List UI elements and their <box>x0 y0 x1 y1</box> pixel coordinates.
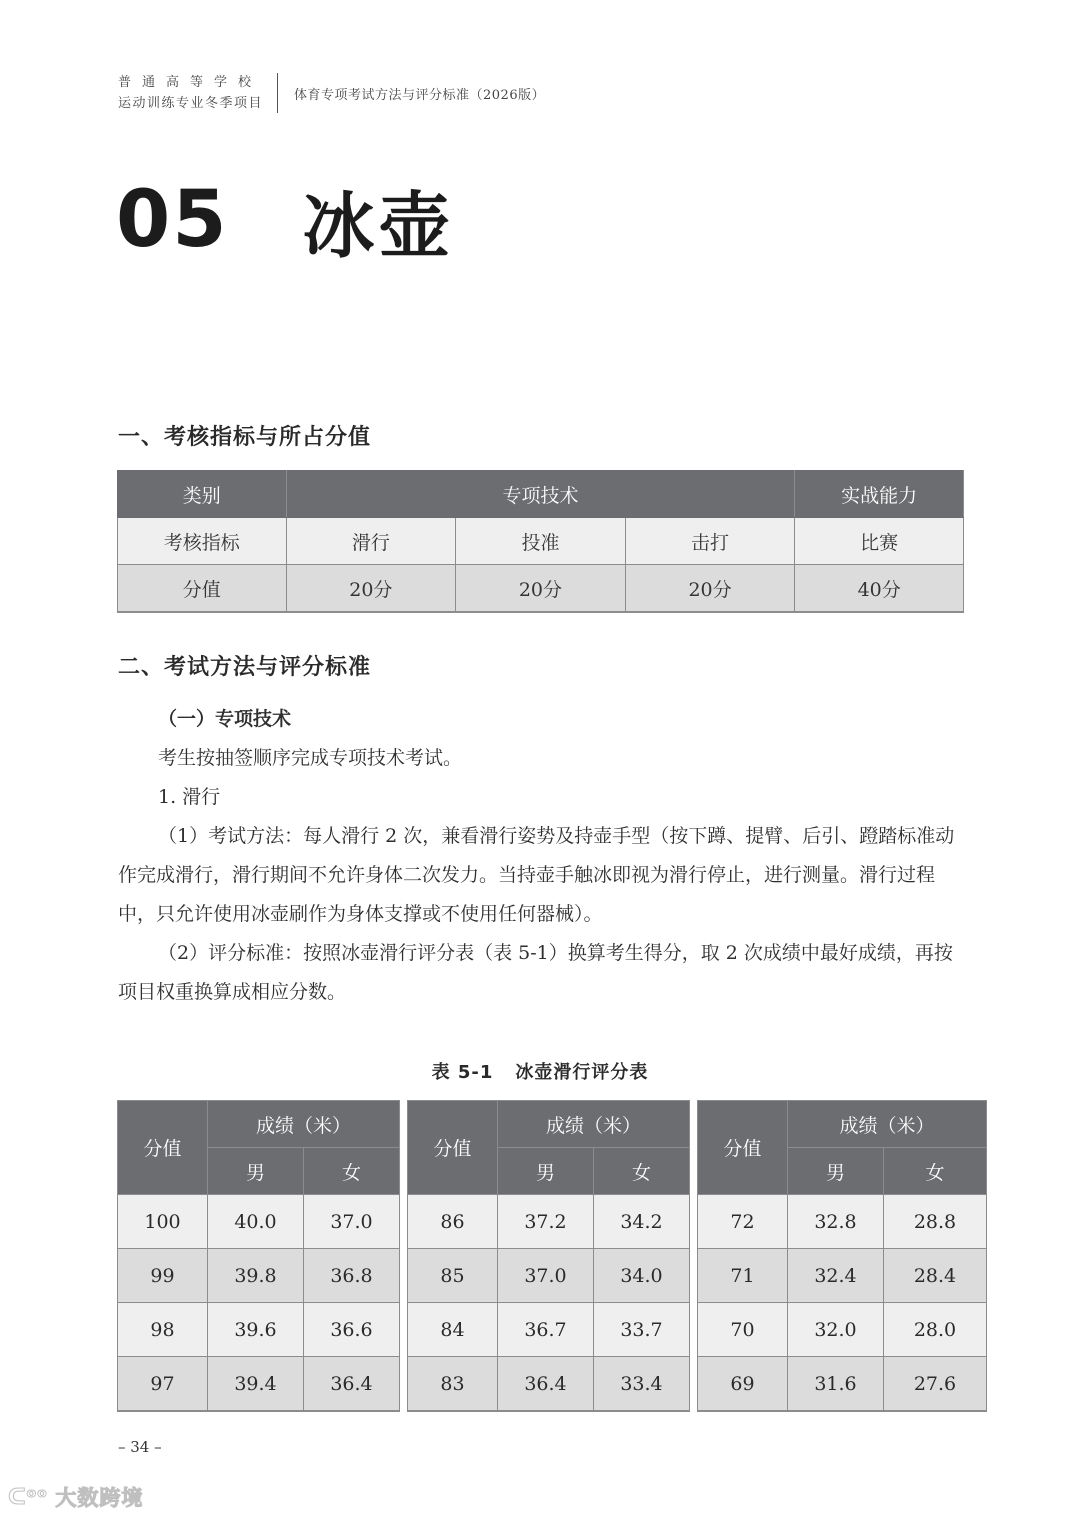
chapter-number: 05 <box>116 175 229 265</box>
section-heading-indicators: 一、考核指标与所占分值 <box>118 424 372 450</box>
paragraph-method: （1）考试方法：每人滑行 2 次，兼看滑行姿势及持壶手型（按下蹲、提臂、后引、蹬踏标准动作完成滑行，滑行期间不允许身体二次发力。当持壶手触冰即视为滑行停止，进行测量。滑行过程中，只允许使用冰壶刷作为身体支撑或不使用任何器械）。 <box>118 825 955 925</box>
cell: 20分 <box>456 565 626 613</box>
table-caption-title: 冰壶滑行评分表 <box>515 1062 649 1083</box>
header-female: 女 <box>884 1148 987 1195</box>
score-table-block-2 <box>407 1100 690 1412</box>
cell-male: 31.6 <box>788 1357 884 1412</box>
cell-female: 33.7 <box>594 1303 690 1357</box>
sub-heading-technique: （一）专项技术 <box>158 708 292 730</box>
cell-female: 34.2 <box>594 1195 690 1249</box>
cell-male: 39.6 <box>208 1303 304 1357</box>
indicator-table <box>117 470 964 613</box>
cell-male: 32.0 <box>788 1303 884 1357</box>
cell-female: 33.4 <box>594 1357 690 1412</box>
cell-score: 98 <box>118 1303 208 1357</box>
table-row <box>118 1357 400 1412</box>
cell-score: 84 <box>408 1303 498 1357</box>
cell-male: 37.2 <box>498 1195 594 1249</box>
cell: 滑行 <box>286 518 456 565</box>
table-row <box>118 1195 400 1249</box>
score-table-block-1 <box>117 1100 400 1412</box>
cell: 20分 <box>625 565 795 613</box>
cell: 40分 <box>795 565 964 613</box>
paragraph-scoring: （2）评分标准：按照冰壶滑行评分表（表 5-1）换算考生得分，取 2 次成绩中最好成绩，再按项目权重换算成相应分数。 <box>118 942 953 1003</box>
cell-male: 37.0 <box>498 1249 594 1303</box>
cell-male: 32.4 <box>788 1249 884 1303</box>
table-row <box>408 1357 690 1412</box>
header-female: 女 <box>304 1148 400 1195</box>
header-technique: 专项技术 <box>286 471 795 518</box>
header-male: 男 <box>788 1148 884 1195</box>
header-result: 成绩（米） <box>788 1101 987 1148</box>
body-text <box>118 700 964 1012</box>
cell-score: 97 <box>118 1357 208 1412</box>
running-header-left <box>118 72 263 114</box>
cell-female: 28.0 <box>884 1303 987 1357</box>
cell: 比赛 <box>795 518 964 565</box>
cell-female: 28.8 <box>884 1195 987 1249</box>
cell-score: 99 <box>118 1249 208 1303</box>
cell-female: 27.6 <box>884 1357 987 1412</box>
cell-male: 32.8 <box>788 1195 884 1249</box>
table-row <box>698 1357 987 1412</box>
header-result: 成绩（米） <box>208 1101 400 1148</box>
watermark <box>8 1482 143 1512</box>
cell-score: 83 <box>408 1357 498 1412</box>
watermark-text: 大数跨境 <box>55 1486 144 1510</box>
header-score: 分值 <box>118 1101 208 1195</box>
running-header <box>118 72 545 114</box>
cell-score: 85 <box>408 1249 498 1303</box>
cell-score: 100 <box>118 1195 208 1249</box>
table-row <box>408 1249 690 1303</box>
page-number: – 34 – <box>118 1438 162 1456</box>
header-result: 成绩（米） <box>498 1101 690 1148</box>
table-row <box>118 1303 400 1357</box>
header-female: 女 <box>594 1148 690 1195</box>
header-score: 分值 <box>408 1101 498 1195</box>
program-line: 运动训练专业冬季项目 <box>118 96 264 111</box>
table-row <box>698 1195 987 1249</box>
cell-score: 72 <box>698 1195 788 1249</box>
cell-score: 69 <box>698 1357 788 1412</box>
cell-female: 28.4 <box>884 1249 987 1303</box>
cell-male: 36.7 <box>498 1303 594 1357</box>
header-combat: 实战能力 <box>795 471 964 518</box>
cell-male: 40.0 <box>208 1195 304 1249</box>
header-male: 男 <box>498 1148 594 1195</box>
cell: 击打 <box>625 518 795 565</box>
table-row <box>118 1249 400 1303</box>
score-table-block-3 <box>697 1100 987 1412</box>
cell-score: 70 <box>698 1303 788 1357</box>
cell-male: 39.4 <box>208 1357 304 1412</box>
cell-female: 37.0 <box>304 1195 400 1249</box>
cell: 投准 <box>456 518 626 565</box>
cell-female: 36.4 <box>304 1357 400 1412</box>
cell-female: 36.6 <box>304 1303 400 1357</box>
header-male: 男 <box>208 1148 304 1195</box>
cell-female: 36.8 <box>304 1249 400 1303</box>
score-tables <box>117 1100 987 1412</box>
institution-line: 普通高等学校 <box>118 75 263 90</box>
watermark-logo-icon: ᑕᵒᵒ <box>8 1484 48 1510</box>
document-title: 体育专项考试方法与评分标准（2026版） <box>294 87 546 103</box>
indicator-row <box>118 518 964 565</box>
table-caption-number: 表 5-1 <box>431 1062 494 1083</box>
cell: 分值 <box>118 565 287 613</box>
chapter-name: 冰壶 <box>302 184 455 268</box>
table-row <box>408 1195 690 1249</box>
indicator-table-header <box>118 471 964 518</box>
points-row <box>118 565 964 613</box>
cell-male: 36.4 <box>498 1357 594 1412</box>
cell-score: 71 <box>698 1249 788 1303</box>
cell-female: 34.0 <box>594 1249 690 1303</box>
section-heading-methods: 二、考试方法与评分标准 <box>118 654 372 680</box>
table-row <box>698 1303 987 1357</box>
paragraph-intro: 考生按抽签顺序完成专项技术考试。 <box>158 747 463 769</box>
table-row <box>408 1303 690 1357</box>
header-category: 类别 <box>118 471 287 518</box>
table-row <box>698 1249 987 1303</box>
cell: 考核指标 <box>118 518 287 565</box>
chapter-title <box>116 168 455 272</box>
item-title-sliding: 1. 滑行 <box>158 786 221 808</box>
table-caption <box>0 1058 1080 1084</box>
cell: 20分 <box>286 565 456 613</box>
cell-score: 86 <box>408 1195 498 1249</box>
cell-male: 39.8 <box>208 1249 304 1303</box>
header-divider <box>277 73 278 113</box>
header-score: 分值 <box>698 1101 788 1195</box>
